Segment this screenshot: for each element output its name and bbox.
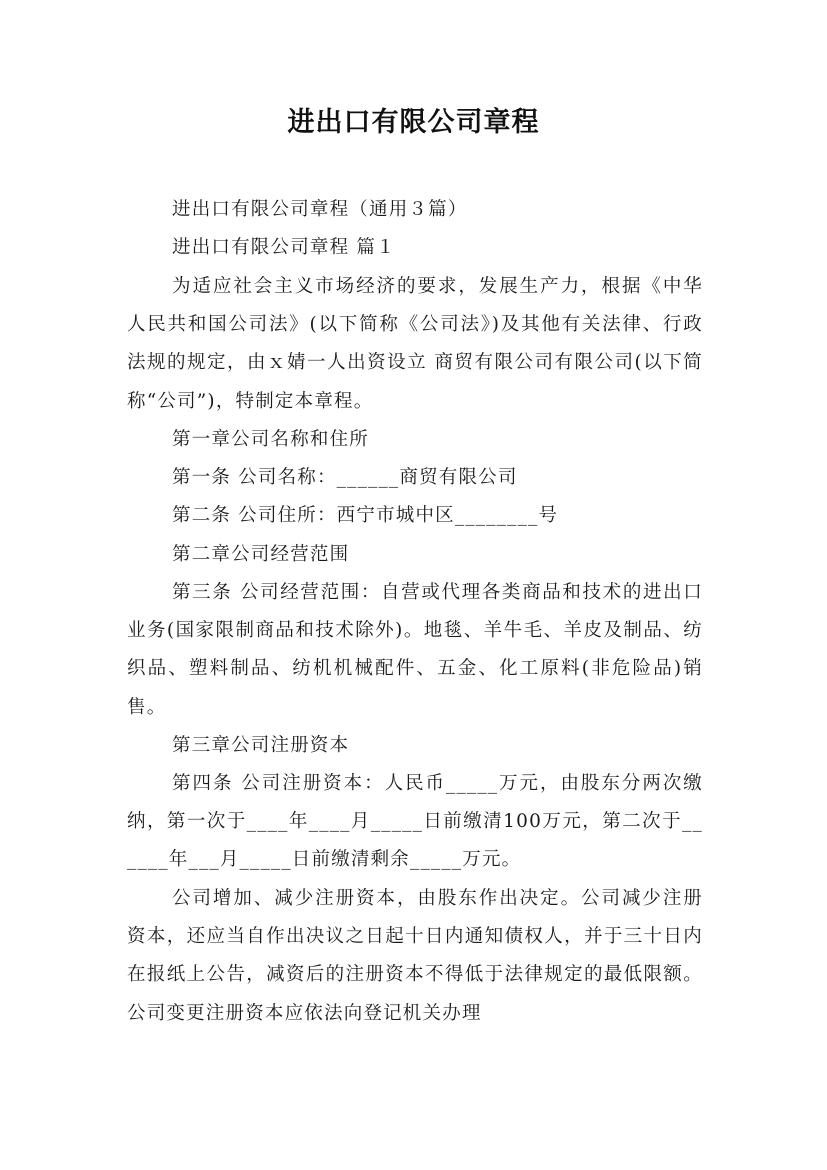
article-4: 第四条 公司注册资本：人民币_____万元，由股东分两次缴纳，第一次于____年____月_____日前缴清100万元，第二次于______年___月_____日前缴清剩余_____万元。 bbox=[127, 773, 703, 871]
paragraph-preamble: 为适应社会主义市场经济的要求，发展生产力，根据《中华人民共和国公司法》(以下简称《公司法》)及其他有关法律、行政法规的规定，由ｘ婧一人出资设立 商贸有限公司有限公司(以下简称“公司”)，特制定本章程。 bbox=[127, 276, 704, 412]
chapter-1-heading: 第一章公司名称和住所 bbox=[172, 429, 370, 450]
chapter-3-heading: 第三章公司注册资本 bbox=[172, 735, 350, 756]
paragraph-part-heading: 进出口有限公司章程 篇１ bbox=[172, 237, 396, 258]
paragraph-subtitle: 进出口有限公司章程（通用３篇） bbox=[172, 199, 468, 220]
article-3: 第三条 公司经营范围：自营或代理各类商品和技术的进出口业务(国家限制商品和技术除外)。地毯、羊牛毛、羊皮及制品、纺织品、塑料制品、纺机机械配件、五金、化工原料(非危险品)销售。 bbox=[127, 582, 703, 718]
paragraph-capital-change: 公司增加、减少注册资本，由股东作出决定。公司减少注册资本，还应当自作出决议之日起十日内通知债权人，并于三十日内在报纸上公告，减资后的注册资本不得低于法律规定的最低限额。公司变更注册资本应依法向登记机关办理 bbox=[127, 888, 703, 1024]
article-2: 第二条 公司住所：西宁市城中区________号 bbox=[172, 505, 559, 526]
article-1: 第一条 公司名称：______商贸有限公司 bbox=[172, 467, 518, 488]
document-title: 进出口有限公司章程 bbox=[287, 107, 540, 138]
chapter-2-heading: 第二章公司经营范围 bbox=[172, 544, 350, 565]
